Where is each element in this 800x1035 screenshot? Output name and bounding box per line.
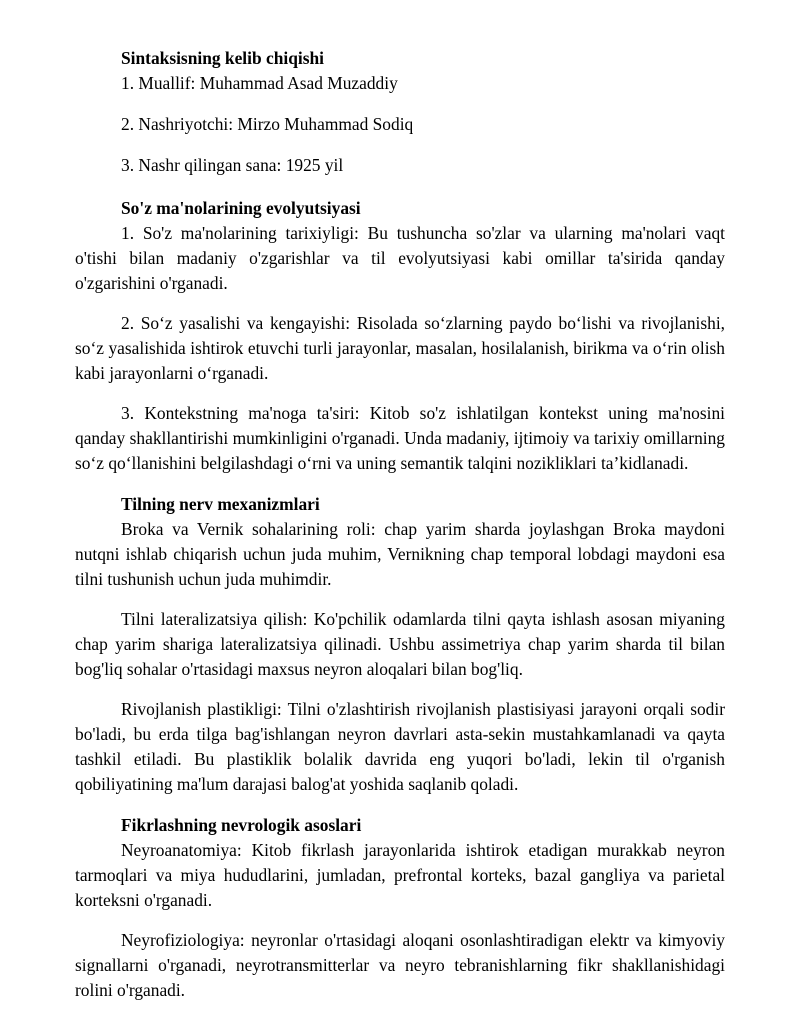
paragraph: 1. So'z ma'nolarining tarixiyligi: Bu tushuncha so'zlar va ularning ma'nolari vaqt o'tishi bilan madaniy o'zgarishlar va til evolyutsiyasi kabi omillar ta'sirida qanday o'zgarishini o'rganadi. — [75, 223, 725, 293]
paragraph: Neyroanatomiya: Kitob fikrlash jarayonlarida ishtirok etadigan murakkab neyron tarmoqlari va miya hududlarini, jumladan, prefrontal korteks, bazal gangliya va parietal korteksni o'rganadi. — [75, 840, 725, 910]
meta-publisher: 2. Nashriyotchi: Mirzo Muhammad Sodiq — [121, 114, 414, 134]
paragraph: Neyrofiziologiya: neyronlar o'rtasidagi aloqani osonlashtiradigan elektr va kimyoviy signallarni o'rganadi, neyrotransmitterlar va neyro tebranishlarning fikr shakllanishidagi rolini o'rganadi. — [75, 930, 725, 1000]
meta-author: 1. Muallif: Muhammad Asad Muzaddiy — [121, 73, 398, 93]
meta-date: 3. Nashr qilingan sana: 1925 yil — [121, 155, 344, 175]
paragraph: Tilni lateralizatsiya qilish: Ko'pchilik odamlarda tilni qayta ishlash asosan miyaning chap yarim shariga lateralizatsiya qilinadi. Ushbu assimetriya chap yarim sharda til bilan bog'liq sohalar o'rtasidagi maxsus neyron aloqalari bilan bog'liq. — [75, 609, 725, 679]
paragraph: Broka va Vernik sohalarining roli: chap yarim sharda joylashgan Broka maydoni nutqni ishlab chiqarish uchun juda muhim, Vernikning chap temporal lobdagi maydoni esa tilni tushunish uchun juda muhimdir. — [75, 519, 725, 589]
paragraph: 2. So‘z yasalishi va kengayishi: Risolada so‘zlarning paydo bo‘lishi va rivojlanishi, so‘z yasalishida ishtirok etuvchi turli jarayonlar, masalan, hosilalanish, birikma va o‘rin olish kabi jarayonlarni o‘rganadi. — [75, 313, 725, 383]
section-heading: Tilning nerv mexanizmlari — [121, 494, 320, 514]
section-heading: Sintaksisning kelib chiqishi — [121, 48, 324, 68]
section-heading: Fikrlashning nevrologik asoslari — [121, 815, 362, 835]
paragraph: 3. Kontekstning ma'noga ta'siri: Kitob so'z ishlatilgan kontekst uning ma'nosini qanday shakllantirishi mumkinligini o'rganadi. Unda madaniy, ijtimoiy va tarixiy omillarning so‘z qo‘llanishini belgilashdagi o‘rni va uning semantik talqini nozikliklari ta’kidlanadi. — [75, 403, 725, 473]
paragraph: Rivojlanish plastikligi: Tilni o'zlashtirish rivojlanish plastisiyasi jarayoni orqali sodir bo'ladi, bu erda tilga bag'ishlangan neyron davrlari asta-sekin mustahkamlanadi va qayta tashkil etiladi. Bu plastiklik bolalik davrida eng yuqori bo'ladi, lekin til o'rganish qobiliyatining ma'lum darajasi balog'at yoshida saqlanib qoladi. — [75, 699, 725, 794]
section-heading: So'z ma'nolarining evolyutsiyasi — [121, 198, 361, 218]
